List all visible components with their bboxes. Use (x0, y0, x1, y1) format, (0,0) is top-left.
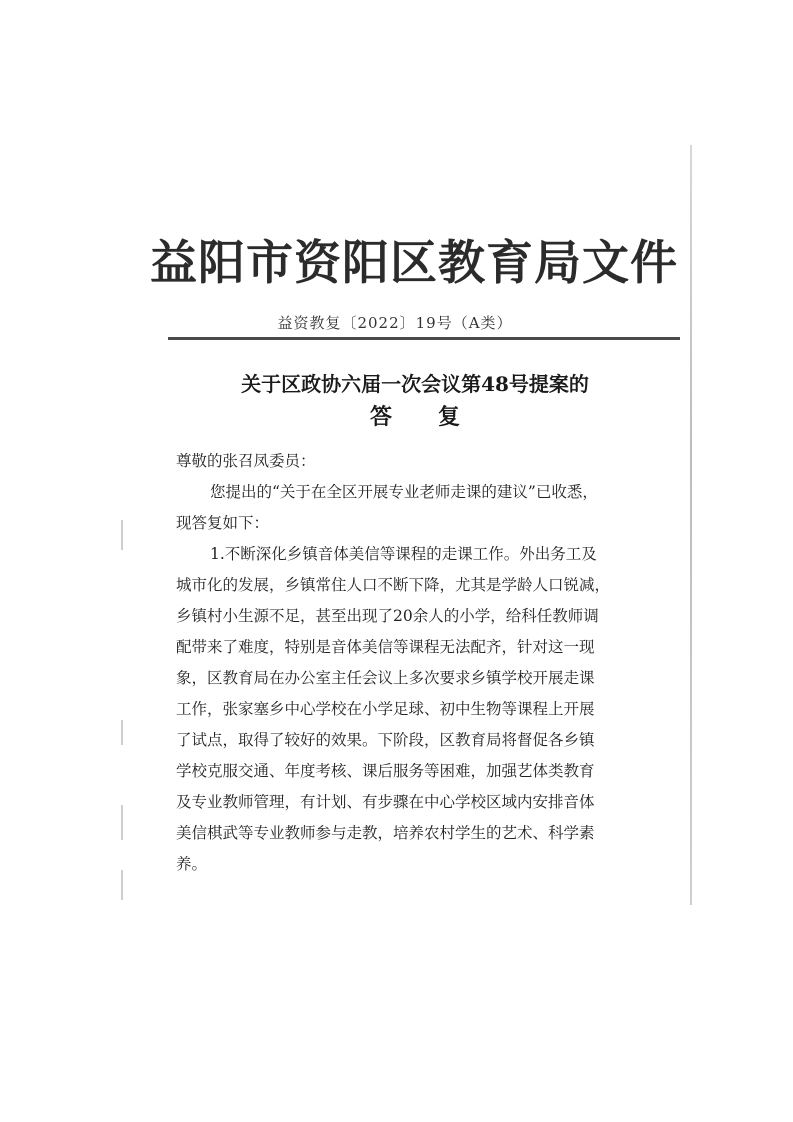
reply-title-line-1: 关于区政协六届一次会议第48号提案的 (241, 372, 589, 396)
scan-edge-left (121, 720, 123, 745)
scan-edge-left (121, 805, 123, 840)
paragraph-line: 了试点，取得了较好的效果。下阶段，区教育局将督促各乡镇 (176, 731, 595, 749)
intro-line: 您提出的“关于在全区开展专业老师走课的建议”已收悉， (210, 483, 598, 501)
paragraph-line: 乡镇村小生源不足，甚至出现了20余人的小学，给科任教师调 (176, 607, 599, 625)
paragraph-line: 配带来了难度，特别是音体美信等课程无法配齐，针对这一现 (176, 638, 595, 656)
reply-title-line-2: 答复 (369, 404, 506, 430)
header-divider (168, 337, 680, 340)
paragraph-line: 美信棋武等专业教师参与走教，培养农村学生的艺术、科学素 (176, 824, 595, 842)
paragraph-line: 学校克服交通、年度考核、课后服务等困难，加强艺体类教育 (176, 762, 595, 780)
paragraph-line: 1.不断深化乡镇音体美信等课程的走课工作。外出务工及 (210, 545, 597, 563)
scan-edge-right (690, 145, 692, 905)
scan-edge-left (121, 870, 123, 900)
document-header-title: 益阳市资阳区教育局文件 (150, 236, 678, 291)
paragraph-line: 工作，张家塞乡中心学校在小学足球、初中生物等课程上开展 (176, 700, 595, 718)
paragraph-line: 养。 (176, 855, 208, 873)
intro-line: 现答复如下： (176, 514, 270, 532)
scan-edge-left (121, 520, 123, 550)
document-number: 益资教复〔2022〕19号（A类） (277, 314, 513, 332)
paragraph-line: 及专业教师管理，有计划、有步骤在中心学校区域内安排音体 (176, 793, 595, 811)
salutation: 尊敬的张召凤委员： (176, 452, 316, 470)
paragraph-line: 象，区教育局在办公室主任会议上多次要求乡镇学校开展走课 (176, 669, 595, 687)
paragraph-line: 城市化的发展，乡镇常住人口不断下降，尤其是学龄人口锐减， (176, 576, 611, 594)
